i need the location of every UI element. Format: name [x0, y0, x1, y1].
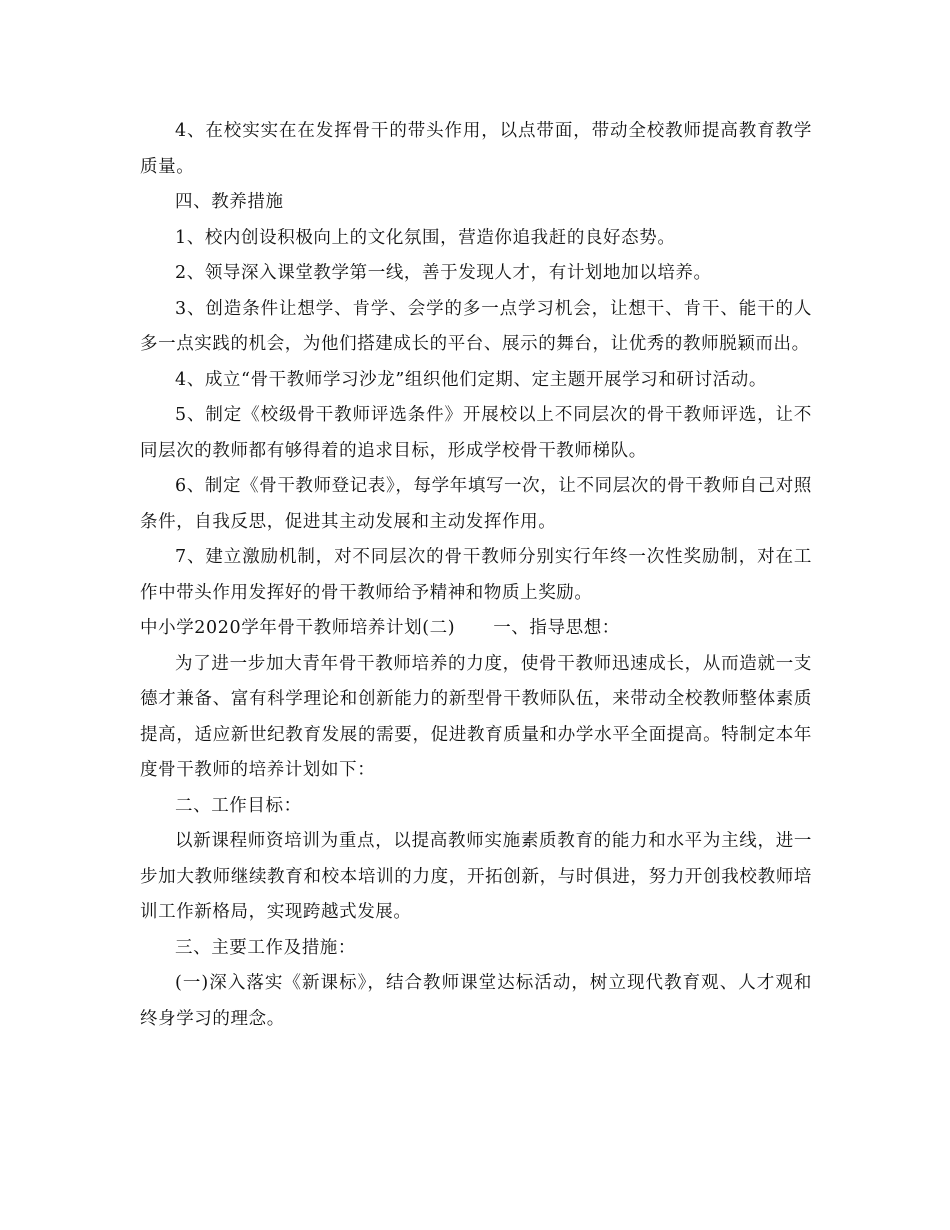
paragraph: 1、校内创设积极向上的文化氛围，营造你追我赶的良好态势。	[175, 227, 676, 248]
paragraph: 5、制定《校级骨干教师评选条件》开展校以上不同层次的骨干教师评选，让不同层次的教师都有够得着的追求目标，形成学校骨干教师梯队。	[140, 405, 812, 461]
paragraph: 7、建立激励机制，对不同层次的骨干教师分别实行年终一次性奖励制，对在工作中带头作用发挥好的骨干教师给予精神和物质上奖励。	[140, 547, 812, 603]
plan-title: 中小学2020学年骨干教师培养计划(二)	[140, 618, 456, 638]
section-heading: 二、工作目标：	[175, 795, 302, 816]
paragraph: (一)深入落实《新课标》，结合教师课堂达标活动，树立现代教育观、人才观和终身学习的理念。	[140, 973, 812, 1029]
section-heading: 四、教养措施	[175, 192, 284, 212]
paragraph: 为了进一步加大青年骨干教师培养的力度，使骨干教师迅速成长，从而造就一支德才兼备、富有科学理论和创新能力的新型骨干教师队伍，来带动全校教师整体素质提高，适应新世纪教育发展的需要，促进教育质量和办学水平全面提高。特制定本年度骨干教师的培养计划如下：	[140, 653, 812, 780]
paragraph: 4、在校实实在在发挥骨干的带头作用，以点带面，带动全校教师提高教育教学质量。	[140, 121, 812, 177]
paragraph: 2、领导深入课堂教学第一线，善于发现人才，有计划地加以培养。	[175, 263, 712, 283]
paragraph: 3、创造条件让想学、肯学、会学的多一点学习机会，让想干、肯干、能干的人多一点实践的机会，为他们搭建成长的平台、展示的舞台，让优秀的教师脱颖而出。	[140, 298, 812, 354]
section-heading: 三、主要工作及措施：	[175, 937, 356, 958]
paragraph: 6、制定《骨干教师登记表》，每学年填写一次，让不同层次的骨干教师自己对照条件，自我反思，促进其主动发展和主动发挥作用。	[140, 476, 812, 532]
paragraph: 4、成立“骨干教师学习沙龙”组织他们定期、定主题开展学习和研讨活动。	[175, 369, 767, 390]
section-heading: 一、指导思想：	[493, 618, 620, 638]
paragraph: 以新课程师资培训为重点，以提高教师实施素质教育的能力和水平为主线，进一步加大教师继续教育和校本培训的力度，开拓创新，与时俱进，努力开创我校教师培训工作新格局，实现跨越式发展。	[140, 831, 812, 922]
plan-title-line	[140, 611, 812, 647]
document-body	[140, 114, 812, 1037]
